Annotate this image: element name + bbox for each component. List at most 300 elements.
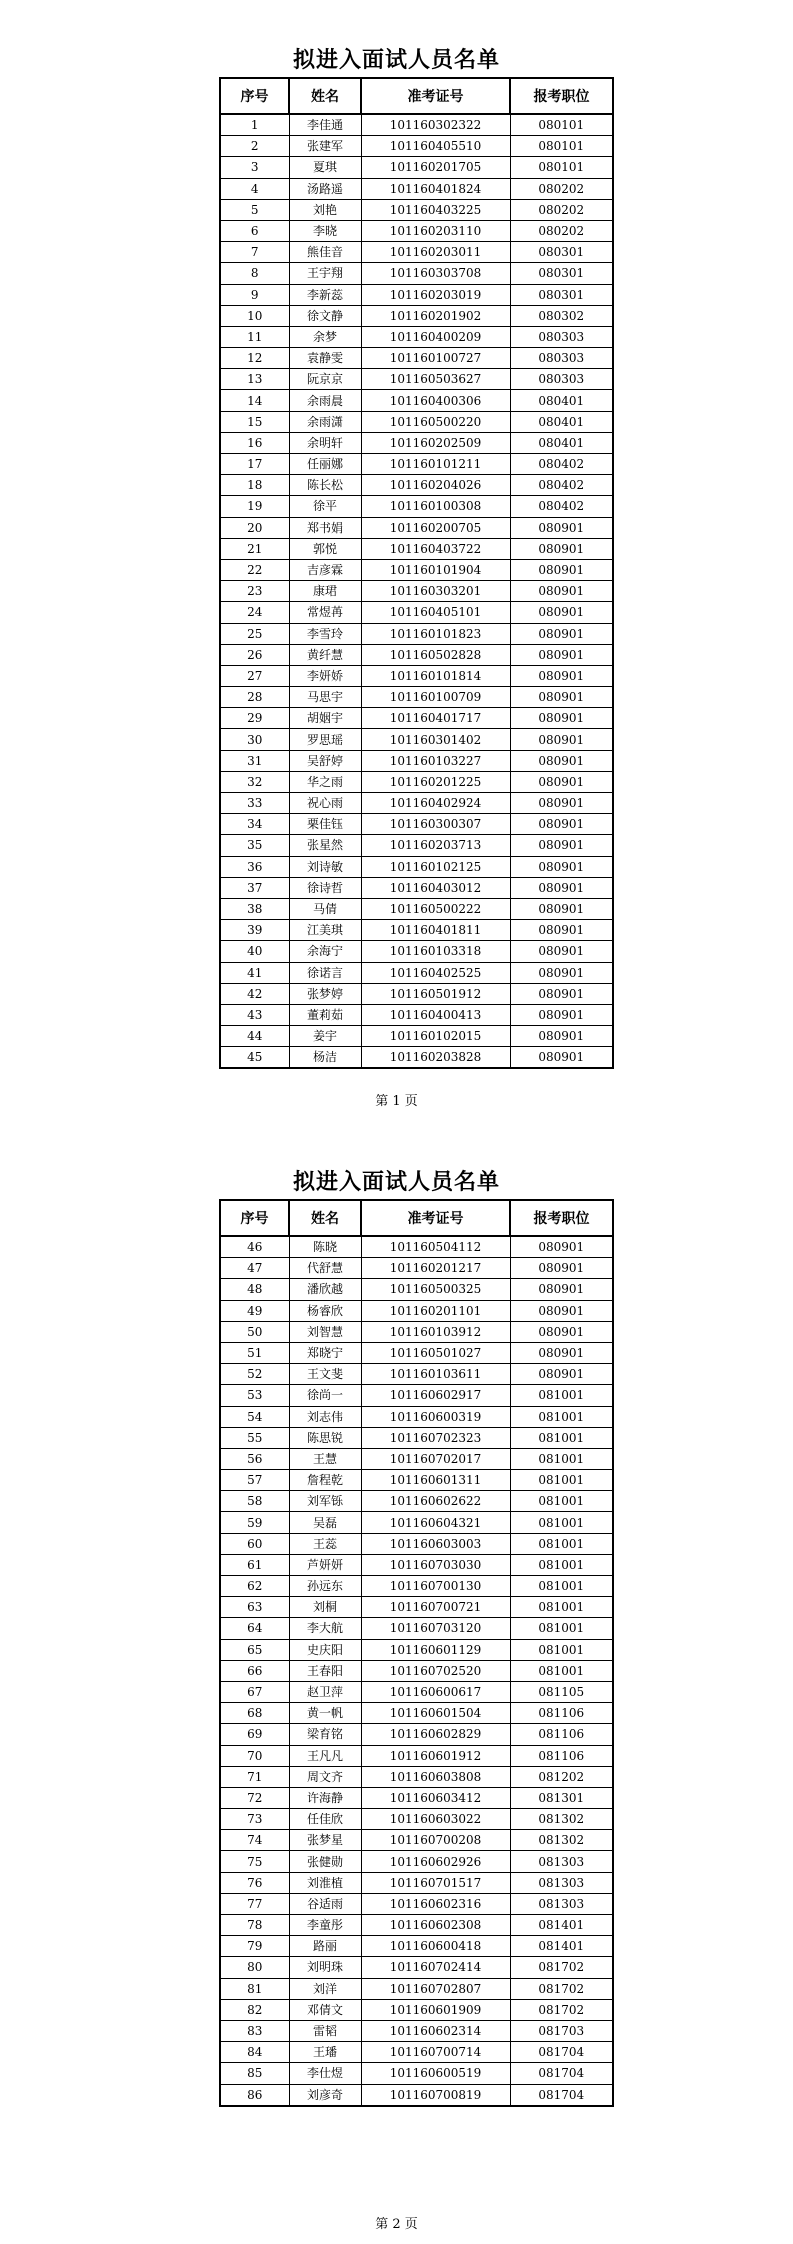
- header-position: 报考职位: [510, 78, 613, 114]
- cell-index: 49: [220, 1300, 289, 1321]
- table-row: [220, 1342, 613, 1363]
- cell-position: 081001: [510, 1406, 613, 1427]
- cell-position: 080901: [510, 898, 613, 919]
- cell-position: 080901: [510, 983, 613, 1004]
- cell-index: 29: [220, 708, 289, 729]
- cell-name: 郑书娟: [289, 517, 361, 538]
- cell-name: 李晓: [289, 220, 361, 241]
- cell-position: 080901: [510, 581, 613, 602]
- cell-name: 江美琪: [289, 920, 361, 941]
- cell-exam-number: 101160101814: [361, 665, 510, 686]
- table-row: [220, 835, 613, 856]
- cell-name: 袁静雯: [289, 348, 361, 369]
- table-row: [220, 1321, 613, 1342]
- cell-name: 徐平: [289, 496, 361, 517]
- cell-name: 谷适雨: [289, 1893, 361, 1914]
- cell-index: 31: [220, 750, 289, 771]
- cell-exam-number: 101160501027: [361, 1342, 510, 1363]
- cell-position: 081704: [510, 2063, 613, 2084]
- cell-name: 祝心雨: [289, 793, 361, 814]
- cell-index: 39: [220, 920, 289, 941]
- cell-exam-number: 101160103318: [361, 941, 510, 962]
- table-row: [220, 1470, 613, 1491]
- cell-exam-number: 101160100308: [361, 496, 510, 517]
- cell-position: 080901: [510, 920, 613, 941]
- cell-name: 罗思瑶: [289, 729, 361, 750]
- table-row: [220, 1915, 613, 1936]
- cell-index: 82: [220, 1999, 289, 2020]
- cell-position: 081001: [510, 1512, 613, 1533]
- cell-name: 王文斐: [289, 1364, 361, 1385]
- cell-position: 080303: [510, 326, 613, 347]
- cell-index: 81: [220, 1978, 289, 1999]
- table-row: [220, 1639, 613, 1660]
- cell-name: 王璠: [289, 2042, 361, 2063]
- cell-position: 081001: [510, 1385, 613, 1406]
- table-row: [220, 1300, 613, 1321]
- table-row: [220, 1809, 613, 1830]
- cell-exam-number: 101160602622: [361, 1491, 510, 1512]
- table-row: [220, 2020, 613, 2041]
- cell-name: 黄纤慧: [289, 644, 361, 665]
- cell-name: 汤路遥: [289, 178, 361, 199]
- table-row: [220, 708, 613, 729]
- cell-position: 080901: [510, 665, 613, 686]
- table-row: [220, 1448, 613, 1469]
- table-row: [220, 1258, 613, 1279]
- table-row: [220, 454, 613, 475]
- table-row: [220, 305, 613, 326]
- table-row: [220, 220, 613, 241]
- table-row: [220, 1787, 613, 1808]
- table-row: [220, 390, 613, 411]
- cell-position: 081105: [510, 1681, 613, 1702]
- candidate-table: [219, 77, 614, 1069]
- cell-index: 25: [220, 623, 289, 644]
- table-row: [220, 1936, 613, 1957]
- table-row: [220, 1026, 613, 1047]
- cell-name: 陈思锐: [289, 1427, 361, 1448]
- cell-position: 080901: [510, 1342, 613, 1363]
- cell-index: 85: [220, 2063, 289, 2084]
- cell-index: 52: [220, 1364, 289, 1385]
- cell-index: 21: [220, 538, 289, 559]
- cell-name: 刘洋: [289, 1978, 361, 1999]
- table-row: [220, 602, 613, 623]
- cell-position: 080901: [510, 856, 613, 877]
- cell-index: 74: [220, 1830, 289, 1851]
- cell-exam-number: 101160200705: [361, 517, 510, 538]
- cell-exam-number: 101160602917: [361, 1385, 510, 1406]
- cell-name: 詹程乾: [289, 1470, 361, 1491]
- table-row: [220, 1576, 613, 1597]
- cell-exam-number: 101160102015: [361, 1026, 510, 1047]
- cell-name: 李大航: [289, 1618, 361, 1639]
- cell-name: 路丽: [289, 1936, 361, 1957]
- cell-index: 7: [220, 242, 289, 263]
- cell-index: 55: [220, 1427, 289, 1448]
- cell-position: 081001: [510, 1533, 613, 1554]
- cell-exam-number: 101160201101: [361, 1300, 510, 1321]
- table-row: [220, 941, 613, 962]
- cell-name: 王宇翔: [289, 263, 361, 284]
- cell-name: 张星然: [289, 835, 361, 856]
- header-index: 序号: [220, 78, 289, 114]
- cell-position: 080401: [510, 390, 613, 411]
- cell-name: 阮京京: [289, 369, 361, 390]
- table-row: [220, 1554, 613, 1575]
- table-row: [220, 1047, 613, 1069]
- cell-exam-number: 101160401824: [361, 178, 510, 199]
- table-row: [220, 962, 613, 983]
- cell-name: 李佳通: [289, 114, 361, 136]
- cell-position: 080901: [510, 687, 613, 708]
- cell-name: 刘志伟: [289, 1406, 361, 1427]
- cell-name: 张建军: [289, 136, 361, 157]
- cell-index: 44: [220, 1026, 289, 1047]
- cell-exam-number: 101160602316: [361, 1893, 510, 1914]
- cell-exam-number: 101160600617: [361, 1681, 510, 1702]
- cell-index: 14: [220, 390, 289, 411]
- cell-position: 080202: [510, 178, 613, 199]
- cell-index: 43: [220, 1004, 289, 1025]
- cell-name: 潘欣越: [289, 1279, 361, 1300]
- cell-position: 081001: [510, 1448, 613, 1469]
- cell-name: 杨睿欣: [289, 1300, 361, 1321]
- cell-name: 张健勋: [289, 1851, 361, 1872]
- header-exam-number: 准考证号: [361, 78, 510, 114]
- table-row: [220, 559, 613, 580]
- cell-index: 42: [220, 983, 289, 1004]
- cell-index: 61: [220, 1554, 289, 1575]
- table-row: [220, 1872, 613, 1893]
- cell-position: 081303: [510, 1851, 613, 1872]
- cell-index: 66: [220, 1660, 289, 1681]
- cell-exam-number: 101160202509: [361, 432, 510, 453]
- table-row: [220, 178, 613, 199]
- cell-index: 75: [220, 1851, 289, 1872]
- cell-name: 刘淮植: [289, 1872, 361, 1893]
- cell-position: 080303: [510, 369, 613, 390]
- table-row: [220, 242, 613, 263]
- cell-index: 46: [220, 1236, 289, 1258]
- table-row: [220, 856, 613, 877]
- cell-exam-number: 101160702520: [361, 1660, 510, 1681]
- cell-position: 080401: [510, 432, 613, 453]
- cell-index: 69: [220, 1724, 289, 1745]
- table-row: [220, 1766, 613, 1787]
- cell-position: 081401: [510, 1915, 613, 1936]
- cell-exam-number: 101160101904: [361, 559, 510, 580]
- table-row: [220, 326, 613, 347]
- cell-exam-number: 101160303708: [361, 263, 510, 284]
- cell-exam-number: 101160700208: [361, 1830, 510, 1851]
- cell-name: 吉彦霖: [289, 559, 361, 580]
- cell-position: 080901: [510, 1258, 613, 1279]
- table-row: [220, 1236, 613, 1258]
- table-row: [220, 920, 613, 941]
- cell-exam-number: 101160700721: [361, 1597, 510, 1618]
- cell-name: 张梦星: [289, 1830, 361, 1851]
- table-row: [220, 1279, 613, 1300]
- cell-index: 70: [220, 1745, 289, 1766]
- cell-index: 80: [220, 1957, 289, 1978]
- cell-exam-number: 101160403225: [361, 199, 510, 220]
- table-row: [220, 2084, 613, 2106]
- cell-name: 常煜苒: [289, 602, 361, 623]
- cell-index: 53: [220, 1385, 289, 1406]
- table-row: [220, 411, 613, 432]
- cell-index: 86: [220, 2084, 289, 2106]
- cell-name: 熊佳音: [289, 242, 361, 263]
- table-row: [220, 1724, 613, 1745]
- cell-exam-number: 101160100709: [361, 687, 510, 708]
- cell-position: 080901: [510, 1004, 613, 1025]
- cell-name: 余明轩: [289, 432, 361, 453]
- cell-index: 56: [220, 1448, 289, 1469]
- page-footer: 第 2 页: [375, 2217, 418, 2232]
- cell-name: 王凡凡: [289, 1745, 361, 1766]
- cell-name: 邓倩文: [289, 1999, 361, 2020]
- cell-exam-number: 101160400306: [361, 390, 510, 411]
- cell-exam-number: 101160300307: [361, 814, 510, 835]
- cell-position: 081001: [510, 1470, 613, 1491]
- cell-index: 62: [220, 1576, 289, 1597]
- cell-exam-number: 101160602829: [361, 1724, 510, 1745]
- cell-position: 081001: [510, 1597, 613, 1618]
- cell-name: 李雪玲: [289, 623, 361, 644]
- cell-index: 10: [220, 305, 289, 326]
- cell-exam-number: 101160604321: [361, 1512, 510, 1533]
- cell-index: 35: [220, 835, 289, 856]
- cell-position: 080101: [510, 114, 613, 136]
- cell-name: 余梦: [289, 326, 361, 347]
- cell-position: 081302: [510, 1830, 613, 1851]
- cell-position: 081106: [510, 1745, 613, 1766]
- table-row: [220, 136, 613, 157]
- cell-exam-number: 101160601129: [361, 1639, 510, 1660]
- cell-exam-number: 101160103912: [361, 1321, 510, 1342]
- cell-position: 080901: [510, 1047, 613, 1069]
- cell-position: 080402: [510, 475, 613, 496]
- cell-index: 64: [220, 1618, 289, 1639]
- cell-index: 59: [220, 1512, 289, 1533]
- table-row: [220, 1597, 613, 1618]
- cell-position: 080901: [510, 517, 613, 538]
- cell-name: 刘彦奇: [289, 2084, 361, 2106]
- cell-exam-number: 101160503627: [361, 369, 510, 390]
- table-row: [220, 2042, 613, 2063]
- table-row: [220, 665, 613, 686]
- table-row: [220, 877, 613, 898]
- cell-position: 080901: [510, 835, 613, 856]
- cell-exam-number: 101160405101: [361, 602, 510, 623]
- cell-index: 60: [220, 1533, 289, 1554]
- cell-position: 081302: [510, 1809, 613, 1830]
- cell-name: 姜宇: [289, 1026, 361, 1047]
- cell-name: 余海宁: [289, 941, 361, 962]
- cell-name: 余雨潇: [289, 411, 361, 432]
- cell-index: 83: [220, 2020, 289, 2041]
- page-footer: 第 1 页: [375, 1094, 418, 1109]
- table-row: [220, 750, 613, 771]
- cell-index: 51: [220, 1342, 289, 1363]
- table-row: [220, 687, 613, 708]
- cell-position: 081106: [510, 1703, 613, 1724]
- cell-name: 华之雨: [289, 771, 361, 792]
- cell-exam-number: 101160602308: [361, 1915, 510, 1936]
- table-row: [220, 1660, 613, 1681]
- table-row: [220, 2063, 613, 2084]
- cell-index: 84: [220, 2042, 289, 2063]
- header-index: 序号: [220, 1200, 289, 1236]
- cell-position: 081401: [510, 1936, 613, 1957]
- cell-position: 080901: [510, 941, 613, 962]
- cell-index: 67: [220, 1681, 289, 1702]
- cell-name: 徐文静: [289, 305, 361, 326]
- cell-index: 30: [220, 729, 289, 750]
- cell-index: 36: [220, 856, 289, 877]
- cell-exam-number: 101160403012: [361, 877, 510, 898]
- cell-name: 徐诺言: [289, 962, 361, 983]
- cell-index: 50: [220, 1321, 289, 1342]
- cell-exam-number: 101160201225: [361, 771, 510, 792]
- cell-position: 080901: [510, 962, 613, 983]
- cell-index: 4: [220, 178, 289, 199]
- table-row: [220, 1978, 613, 1999]
- table-body: [220, 114, 613, 1068]
- table-row: [220, 1406, 613, 1427]
- cell-position: 081702: [510, 1999, 613, 2020]
- cell-name: 李新蕊: [289, 284, 361, 305]
- cell-name: 芦妍妍: [289, 1554, 361, 1575]
- cell-position: 081001: [510, 1576, 613, 1597]
- cell-name: 张梦婷: [289, 983, 361, 1004]
- cell-name: 李童彤: [289, 1915, 361, 1936]
- table-row: [220, 898, 613, 919]
- cell-exam-number: 101160700714: [361, 2042, 510, 2063]
- header-position: 报考职位: [510, 1200, 613, 1236]
- cell-name: 黄一帆: [289, 1703, 361, 1724]
- cell-exam-number: 101160201705: [361, 157, 510, 178]
- cell-position: 080202: [510, 220, 613, 241]
- cell-exam-number: 101160405510: [361, 136, 510, 157]
- table-row: [220, 1618, 613, 1639]
- cell-name: 代舒慧: [289, 1258, 361, 1279]
- cell-exam-number: 101160703030: [361, 1554, 510, 1575]
- table-row: [220, 1385, 613, 1406]
- cell-exam-number: 101160201902: [361, 305, 510, 326]
- cell-exam-number: 101160601311: [361, 1470, 510, 1491]
- cell-exam-number: 101160203110: [361, 220, 510, 241]
- cell-index: 77: [220, 1893, 289, 1914]
- cell-index: 16: [220, 432, 289, 453]
- cell-exam-number: 101160601909: [361, 1999, 510, 2020]
- cell-position: 080401: [510, 411, 613, 432]
- table-row: [220, 517, 613, 538]
- cell-exam-number: 101160500220: [361, 411, 510, 432]
- cell-index: 58: [220, 1491, 289, 1512]
- cell-index: 28: [220, 687, 289, 708]
- cell-exam-number: 101160103227: [361, 750, 510, 771]
- table-row: [220, 581, 613, 602]
- cell-index: 5: [220, 199, 289, 220]
- cell-position: 080901: [510, 1364, 613, 1385]
- cell-position: 081001: [510, 1427, 613, 1448]
- table-row: [220, 1893, 613, 1914]
- cell-exam-number: 101160201217: [361, 1258, 510, 1279]
- cell-position: 080402: [510, 454, 613, 475]
- header-name: 姓名: [289, 1200, 361, 1236]
- table-row: [220, 1830, 613, 1851]
- cell-position: 080901: [510, 1300, 613, 1321]
- table-row: [220, 369, 613, 390]
- cell-exam-number: 101160603412: [361, 1787, 510, 1808]
- cell-index: 68: [220, 1703, 289, 1724]
- cell-name: 刘明珠: [289, 1957, 361, 1978]
- cell-position: 080901: [510, 1026, 613, 1047]
- cell-index: 48: [220, 1279, 289, 1300]
- cell-position: 081001: [510, 1618, 613, 1639]
- table-row: [220, 1364, 613, 1385]
- cell-exam-number: 101160702017: [361, 1448, 510, 1469]
- cell-index: 47: [220, 1258, 289, 1279]
- table-row: [220, 1851, 613, 1872]
- page-title: 拟进入面试人员名单: [292, 1170, 500, 1195]
- table-body: [220, 1236, 613, 2106]
- cell-name: 徐尚一: [289, 1385, 361, 1406]
- cell-index: 45: [220, 1047, 289, 1069]
- header-exam-number: 准考证号: [361, 1200, 510, 1236]
- cell-index: 22: [220, 559, 289, 580]
- table-row: [220, 432, 613, 453]
- cell-exam-number: 101160402924: [361, 793, 510, 814]
- cell-exam-number: 101160600319: [361, 1406, 510, 1427]
- table-row: [220, 1533, 613, 1554]
- cell-name: 许海静: [289, 1787, 361, 1808]
- cell-name: 吴磊: [289, 1512, 361, 1533]
- cell-index: 41: [220, 962, 289, 983]
- table-row: [220, 1703, 613, 1724]
- cell-position: 081001: [510, 1491, 613, 1512]
- cell-position: 080303: [510, 348, 613, 369]
- cell-index: 6: [220, 220, 289, 241]
- cell-index: 71: [220, 1766, 289, 1787]
- cell-exam-number: 101160103611: [361, 1364, 510, 1385]
- page-title: 拟进入面试人员名单: [292, 48, 500, 73]
- cell-name: 康珺: [289, 581, 361, 602]
- candidate-table: [219, 1199, 614, 2107]
- cell-index: 12: [220, 348, 289, 369]
- cell-position: 080901: [510, 729, 613, 750]
- cell-name: 任佳欣: [289, 1809, 361, 1830]
- cell-name: 刘诗敏: [289, 856, 361, 877]
- cell-position: 081703: [510, 2020, 613, 2041]
- cell-position: 080901: [510, 1279, 613, 1300]
- cell-index: 27: [220, 665, 289, 686]
- cell-exam-number: 101160204026: [361, 475, 510, 496]
- cell-position: 080202: [510, 199, 613, 220]
- cell-index: 32: [220, 771, 289, 792]
- table-row: [220, 623, 613, 644]
- cell-index: 23: [220, 581, 289, 602]
- cell-position: 081301: [510, 1787, 613, 1808]
- cell-exam-number: 101160702414: [361, 1957, 510, 1978]
- cell-exam-number: 101160102125: [361, 856, 510, 877]
- table-row: [220, 199, 613, 220]
- table-row: [220, 1957, 613, 1978]
- cell-position: 081303: [510, 1893, 613, 1914]
